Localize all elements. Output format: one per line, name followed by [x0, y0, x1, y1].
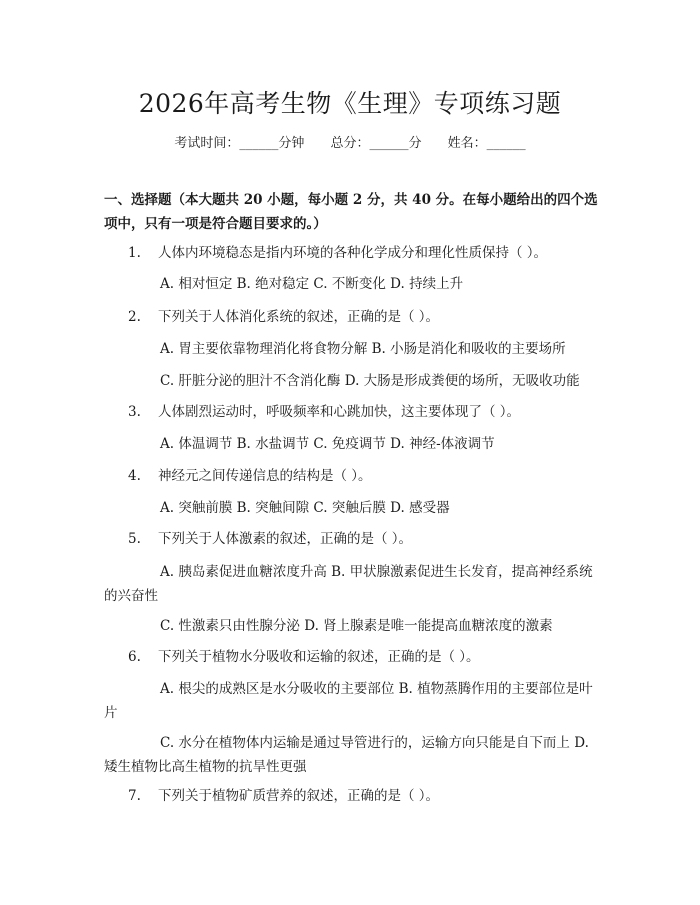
question-stem: 下列关于人体激素的叙述，正确的是（ ）。 — [158, 531, 413, 547]
question-5 — [128, 527, 608, 551]
question-number: 2. — [128, 309, 141, 325]
question-stem: 人体剧烈运动时，呼吸频率和心跳加快，这主要体现了（ ）。 — [158, 404, 521, 420]
exam-meta — [0, 132, 700, 151]
question-number: 7. — [128, 788, 141, 804]
question-5-options-cd: C. 性激素只由性腺分泌 D. 肾上腺素是唯一能提高血糖浓度的激素 — [160, 618, 553, 634]
question-3 — [128, 400, 608, 424]
question-number: 6. — [128, 649, 141, 665]
question-number: 5. — [128, 531, 141, 547]
question-1-options: A. 相对恒定 B. 绝对稳定 C. 不断变化 D. 持续上升 — [160, 276, 464, 292]
name-field: 姓名：______ — [447, 136, 526, 151]
total-score-field: 总分：______分 — [330, 136, 422, 151]
question-number: 3. — [128, 404, 141, 420]
question-number: 1. — [128, 245, 141, 261]
question-3-options: A. 体温调节 B. 水盐调节 C. 免疫调节 D. 神经-体液调节 — [160, 436, 495, 452]
question-stem: 神经元之间传递信息的结构是（ ）。 — [158, 468, 372, 484]
question-7 — [128, 784, 608, 808]
question-4-options: A. 突触前膜 B. 突触间隙 C. 突触后膜 D. 感受器 — [160, 500, 450, 516]
section-heading-line: 项中，只有一项是符合题目要求的。） — [104, 216, 327, 232]
question-4 — [128, 464, 608, 488]
question-6 — [128, 645, 608, 669]
question-2 — [128, 305, 608, 329]
question-stem: 下列关于植物水分吸收和运输的叙述，正确的是（ ）。 — [158, 649, 480, 665]
question-6-options-cd: C. 水分在植物体内运输是通过导管进行的，运输方向只能是自下而上 D. 矮生植物比高生植物的抗旱性更强 — [104, 735, 589, 775]
exam-time-field: 考试时间：______分钟 — [174, 136, 305, 151]
question-2-options-ab: A. 胃主要依靠物理消化将食物分解 B. 小肠是消化和吸收的主要场所 — [160, 341, 566, 357]
question-2-options-cd: C. 肝脏分泌的胆汁不含消化酶 D. 大肠是形成粪便的场所，无吸收功能 — [160, 373, 580, 389]
section-heading-line: 一、选择题（本大题共 20 小题，每小题 2 分，共 40 分。在每小题给出的四个选 — [104, 192, 598, 208]
section-heading — [104, 188, 604, 236]
question-5-options-ab: A. 胰岛素促进血糖浓度升高 B. 甲状腺激素促进生长发育，提高神经系统的兴奋性 — [104, 564, 593, 604]
question-stem: 人体内环境稳态是指内环境的各种化学成分和理化性质保持（ ）。 — [158, 245, 548, 261]
question-stem: 下列关于植物矿质营养的叙述，正确的是（ ）。 — [158, 788, 440, 804]
question-1 — [128, 241, 608, 265]
question-stem: 下列关于人体消化系统的叙述，正确的是（ ）。 — [158, 309, 440, 325]
question-number: 4. — [128, 468, 141, 484]
question-6-options-ab: A. 根尖的成熟区是水分吸收的主要部位 B. 植物蒸腾作用的主要部位是叶片 — [104, 681, 593, 721]
page-title: 2026年高考生物《生理》专项练习题 — [138, 89, 562, 118]
